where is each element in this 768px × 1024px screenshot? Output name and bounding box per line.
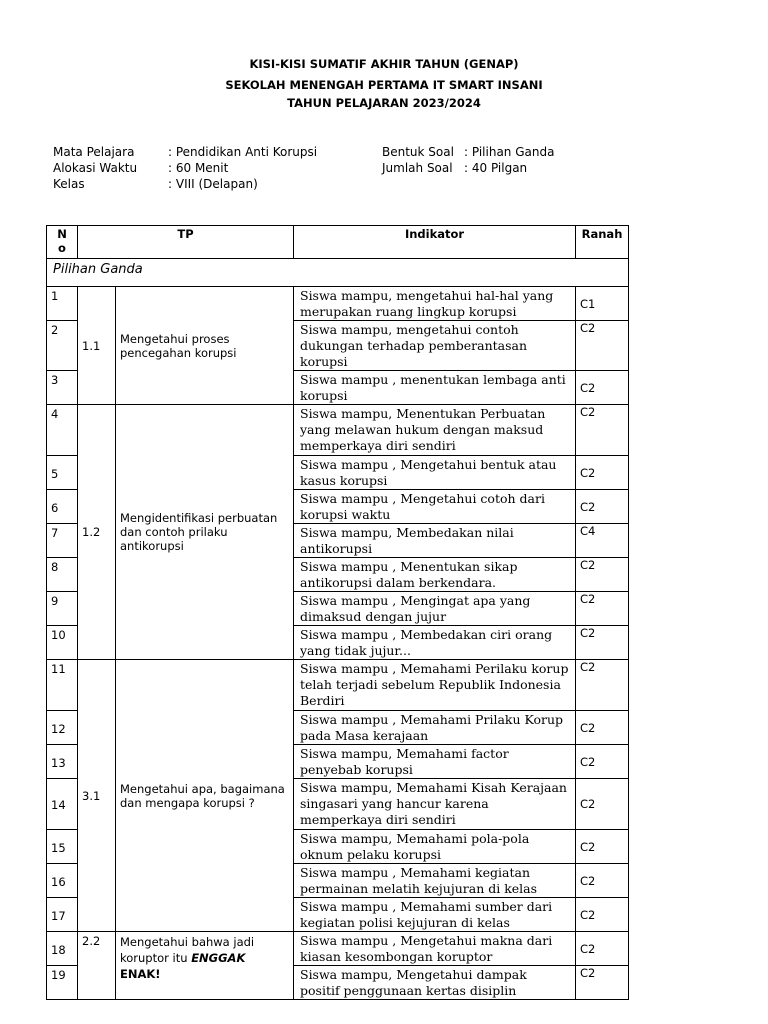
- row-no: 5: [47, 456, 78, 490]
- question-count-label: Jumlah Soal: [382, 161, 453, 175]
- indicator: Siswa mampu, Membedakan nilai antikorupsi: [294, 524, 576, 558]
- indicator: Siswa mampu , Mengingat apa yang dimaksud dengan jujur: [294, 592, 576, 626]
- indicator: Siswa mampu, Memahami factor penyebab korupsi: [294, 745, 576, 779]
- indicator: Siswa mampu , Membedakan ciri orang yang tidak jujur...: [294, 626, 576, 660]
- indicator: Siswa mampu , Menentukan sikap antikorupsi dalam berkendara.: [294, 558, 576, 592]
- indicator: Siswa mampu, Menentukan Perbuatan yang melawan hukum dengan maksud memperkaya diri sendiri: [294, 405, 576, 456]
- document-title: KISI-KISI SUMATIF AKHIR TAHUN (GENAP): [249, 57, 519, 71]
- ranah: C2: [576, 711, 629, 745]
- section-title: Pilihan Ganda: [47, 259, 629, 287]
- row-no: 7: [47, 524, 78, 558]
- ranah: C2: [576, 660, 629, 711]
- ranah: C2: [576, 321, 629, 371]
- time-label: Alokasi Waktu: [53, 161, 138, 175]
- indicator: Siswa mampu , Memahami Perilaku korup telah terjadi sebelum Republik Indonesia Berdiri: [294, 660, 576, 711]
- ranah: C2: [576, 405, 629, 456]
- ranah: C2: [576, 864, 629, 898]
- tp-code: 2.2: [78, 932, 116, 1000]
- header-row: [47, 226, 629, 259]
- row-no: 12: [47, 711, 78, 745]
- indicator: Siswa mampu, Memahami Kisah Kerajaan singasari yang hancur karena memperkaya diri sendiri: [294, 779, 576, 830]
- row-no: 2: [47, 321, 78, 371]
- table-row: [47, 287, 629, 321]
- row-no: 4: [47, 405, 78, 456]
- indicator: Siswa mampu , Mengetahui cotoh dari korupsi waktu: [294, 490, 576, 524]
- school-name: SEKOLAH MENENGAH PERTAMA IT SMART INSANI: [225, 78, 543, 92]
- col-header-tp: TP: [78, 226, 294, 259]
- col-header-indikator: Indikator: [294, 226, 576, 259]
- class-value: : VIII (Delapan): [168, 177, 258, 191]
- academic-year: TAHUN PELAJARAN 2023/2024: [287, 96, 481, 110]
- row-no: 10: [47, 626, 78, 660]
- ranah: C1: [576, 287, 629, 321]
- ranah: C2: [576, 830, 629, 864]
- question-type-label: Bentuk Soal: [382, 145, 454, 159]
- row-no: 11: [47, 660, 78, 711]
- ranah: C2: [576, 932, 629, 966]
- section-row: [47, 259, 629, 287]
- tp-text-main: Mengetahui bahwa jadi koruptor itu: [120, 935, 255, 965]
- tp-text: Mengetahui apa, bagaimana dan mengapa korupsi ?: [116, 660, 294, 932]
- tp-text-emph: ENGGAK: [191, 951, 246, 965]
- tp-text-suffix: ENAK!: [120, 967, 161, 981]
- question-type-value: : Pilihan Ganda: [464, 145, 555, 159]
- tp-text: [116, 932, 294, 1000]
- table-row: [47, 660, 629, 711]
- ranah: C2: [576, 966, 629, 1000]
- indicator: Siswa mampu , Memahami kegiatan permainan melatih kejujuran di kelas: [294, 864, 576, 898]
- class-label: Kelas: [53, 177, 85, 191]
- row-no: 17: [47, 898, 78, 932]
- ranah: C2: [576, 558, 629, 592]
- col-header-ranah: Ranah: [576, 226, 629, 259]
- row-no: 19: [47, 966, 78, 1000]
- ranah: C2: [576, 745, 629, 779]
- row-no: 15: [47, 830, 78, 864]
- row-no: 9: [47, 592, 78, 626]
- tp-code: 1.1: [78, 287, 116, 405]
- tp-text: Mengidentifikasi perbuatan dan contoh prilaku antikorupsi: [116, 405, 294, 660]
- row-no: 14: [47, 779, 78, 830]
- subject-label: Mata Pelajara: [53, 145, 135, 159]
- ranah: C2: [576, 456, 629, 490]
- row-no: 6: [47, 490, 78, 524]
- indicator: Siswa mampu , Mengetahui bentuk atau kasus korupsi: [294, 456, 576, 490]
- row-no: 18: [47, 932, 78, 966]
- indicator: Siswa mampu , Memahami sumber dari kegiatan polisi kejujuran di kelas: [294, 898, 576, 932]
- row-no: 16: [47, 864, 78, 898]
- time-value: : 60 Menit: [168, 161, 229, 175]
- ranah: C2: [576, 490, 629, 524]
- ranah: C2: [576, 592, 629, 626]
- table-row: [47, 932, 629, 966]
- subject-value: : Pendidikan Anti Korupsi: [168, 145, 318, 159]
- row-no: 13: [47, 745, 78, 779]
- ranah: C2: [576, 371, 629, 405]
- indicator: Siswa mampu, Memahami pola-pola oknum pelaku korupsi: [294, 830, 576, 864]
- col-header-no: N o: [47, 226, 78, 259]
- ranah: C4: [576, 524, 629, 558]
- row-no: 8: [47, 558, 78, 592]
- indicator: Siswa mampu, mengetahui contoh dukungan terhadap pemberantasan korupsi: [294, 321, 576, 371]
- table-row: [47, 405, 629, 456]
- ranah: C2: [576, 779, 629, 830]
- tp-code: 3.1: [78, 660, 116, 932]
- tp-text: Mengetahui proses pencegahan korupsi: [116, 287, 294, 405]
- indicator: Siswa mampu, Mengetahui dampak positif penggunaan kertas disiplin: [294, 966, 576, 1000]
- grid-table: [46, 225, 629, 1000]
- question-count-value: : 40 Pilgan: [464, 161, 528, 175]
- row-no: 1: [47, 287, 78, 321]
- ranah: C2: [576, 898, 629, 932]
- indicator: Siswa mampu , Memahami Prilaku Korup pada Masa kerajaan: [294, 711, 576, 745]
- tp-code: 1.2: [78, 405, 116, 660]
- row-no: 3: [47, 371, 78, 405]
- indicator: Siswa mampu , menentukan lembaga anti korupsi: [294, 371, 576, 405]
- ranah: C2: [576, 626, 629, 660]
- indicator: Siswa mampu, mengetahui hal-hal yang merupakan ruang lingkup korupsi: [294, 287, 576, 321]
- indicator: Siswa mampu , Mengetahui makna dari kiasan kesombongan koruptor: [294, 932, 576, 966]
